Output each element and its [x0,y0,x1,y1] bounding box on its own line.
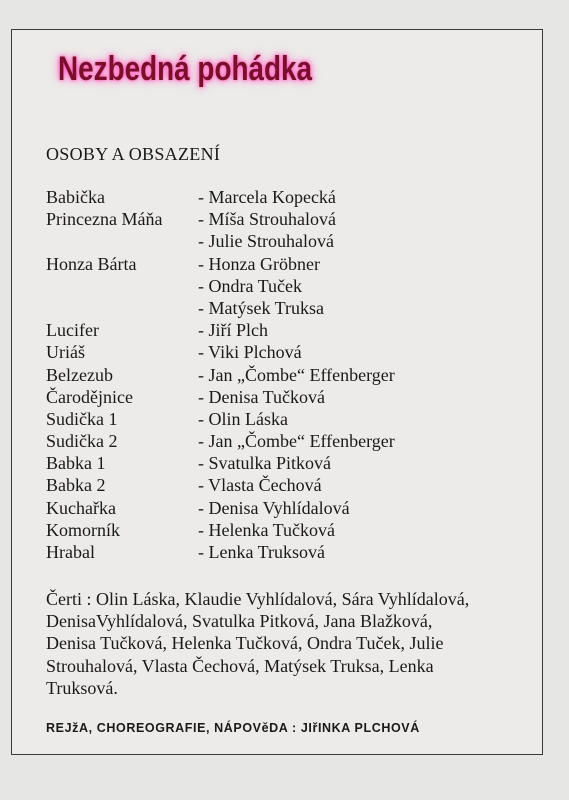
role-name: Sudička 2 [46,431,118,452]
actor-name: - Vlasta Čechová [198,475,322,496]
role-name: Uriáš [46,342,85,363]
role-name [46,275,198,297]
role-name: Honza Bárta [46,253,137,274]
role-name: Sudička 1 [46,408,118,429]
actor-name: - Jan „Čombe“ Effenberger [198,431,395,452]
actor-name: - Svatulka Pitková [198,453,331,474]
cast-row [46,253,395,275]
actor-name: - Ondra Tuček [198,275,302,296]
cast-row [46,541,395,563]
role-name: Belzezub [46,364,113,385]
role-name: Princezna Máňa [46,209,163,230]
cast-row [46,230,395,252]
actor-name: - Honza Gröbner [198,253,320,274]
cast-row [46,275,395,297]
cast-row [46,186,395,208]
credits-footer: REJžA, CHOREOGRAFIE, NÁPOVěDA : JIřINKA PLCHOVÁ [46,721,420,735]
role-name: Hrabal [46,542,95,562]
actor-name: - Julie Strouhalová [198,231,334,252]
actor-name: - Olin Láska [198,408,288,429]
role-name: Babka 1 [46,453,106,474]
cast-row [46,364,395,386]
actor-name: - Marcela Kopecká [198,187,336,207]
cast-row [46,474,395,496]
role-name [46,297,198,319]
cast-row [46,497,395,519]
role-name: Kuchařka [46,497,116,518]
cast-row [46,519,395,541]
cast-row [46,452,395,474]
actor-name: - Lenka Truksová [198,542,325,562]
devils-paragraph: Čerti : Olin Láska, Klaudie Vyhlídalová, Sára Vyhlídalová, DenisaVyhlídalová, Svatulka Pitková, Jana Blažková, Denisa Tučková, Helenka Tučková, Ondra Tuček, Julie Strouhalová, Vlasta Čechová, Matýsek Truksa, Lenka Truksová. [46,589,470,698]
cast-row [46,341,395,363]
role-name: Lucifer [46,320,99,341]
cast-row [46,208,395,230]
actor-name: - Jiří Plch [198,320,268,341]
role-name: Čarodějnice [46,386,133,407]
actor-name: - Jan „Čombe“ Effenberger [198,364,395,385]
actor-name: - Viki Plchová [198,342,302,363]
role-name: Komorník [46,519,120,540]
actor-name: - Denisa Vyhlídalová [198,497,350,518]
role-name [46,230,198,252]
cast-row [46,408,395,430]
cast-row [46,297,395,319]
actor-name: - Matýsek Truksa [198,297,325,318]
cast-row [46,319,395,341]
cast-row [46,430,395,452]
play-title: Nezbedná pohádka [58,50,313,88]
cast-heading: OSOBY A OBSAZENÍ [46,144,221,164]
actor-name: - Míša Strouhalová [198,209,336,230]
role-name: Babka 2 [46,475,106,496]
actor-name: - Helenka Tučková [198,519,335,540]
cast-list [46,186,395,563]
role-name: Babička [46,187,105,207]
actor-name: - Denisa Tučková [198,386,325,407]
cast-row [46,386,395,408]
